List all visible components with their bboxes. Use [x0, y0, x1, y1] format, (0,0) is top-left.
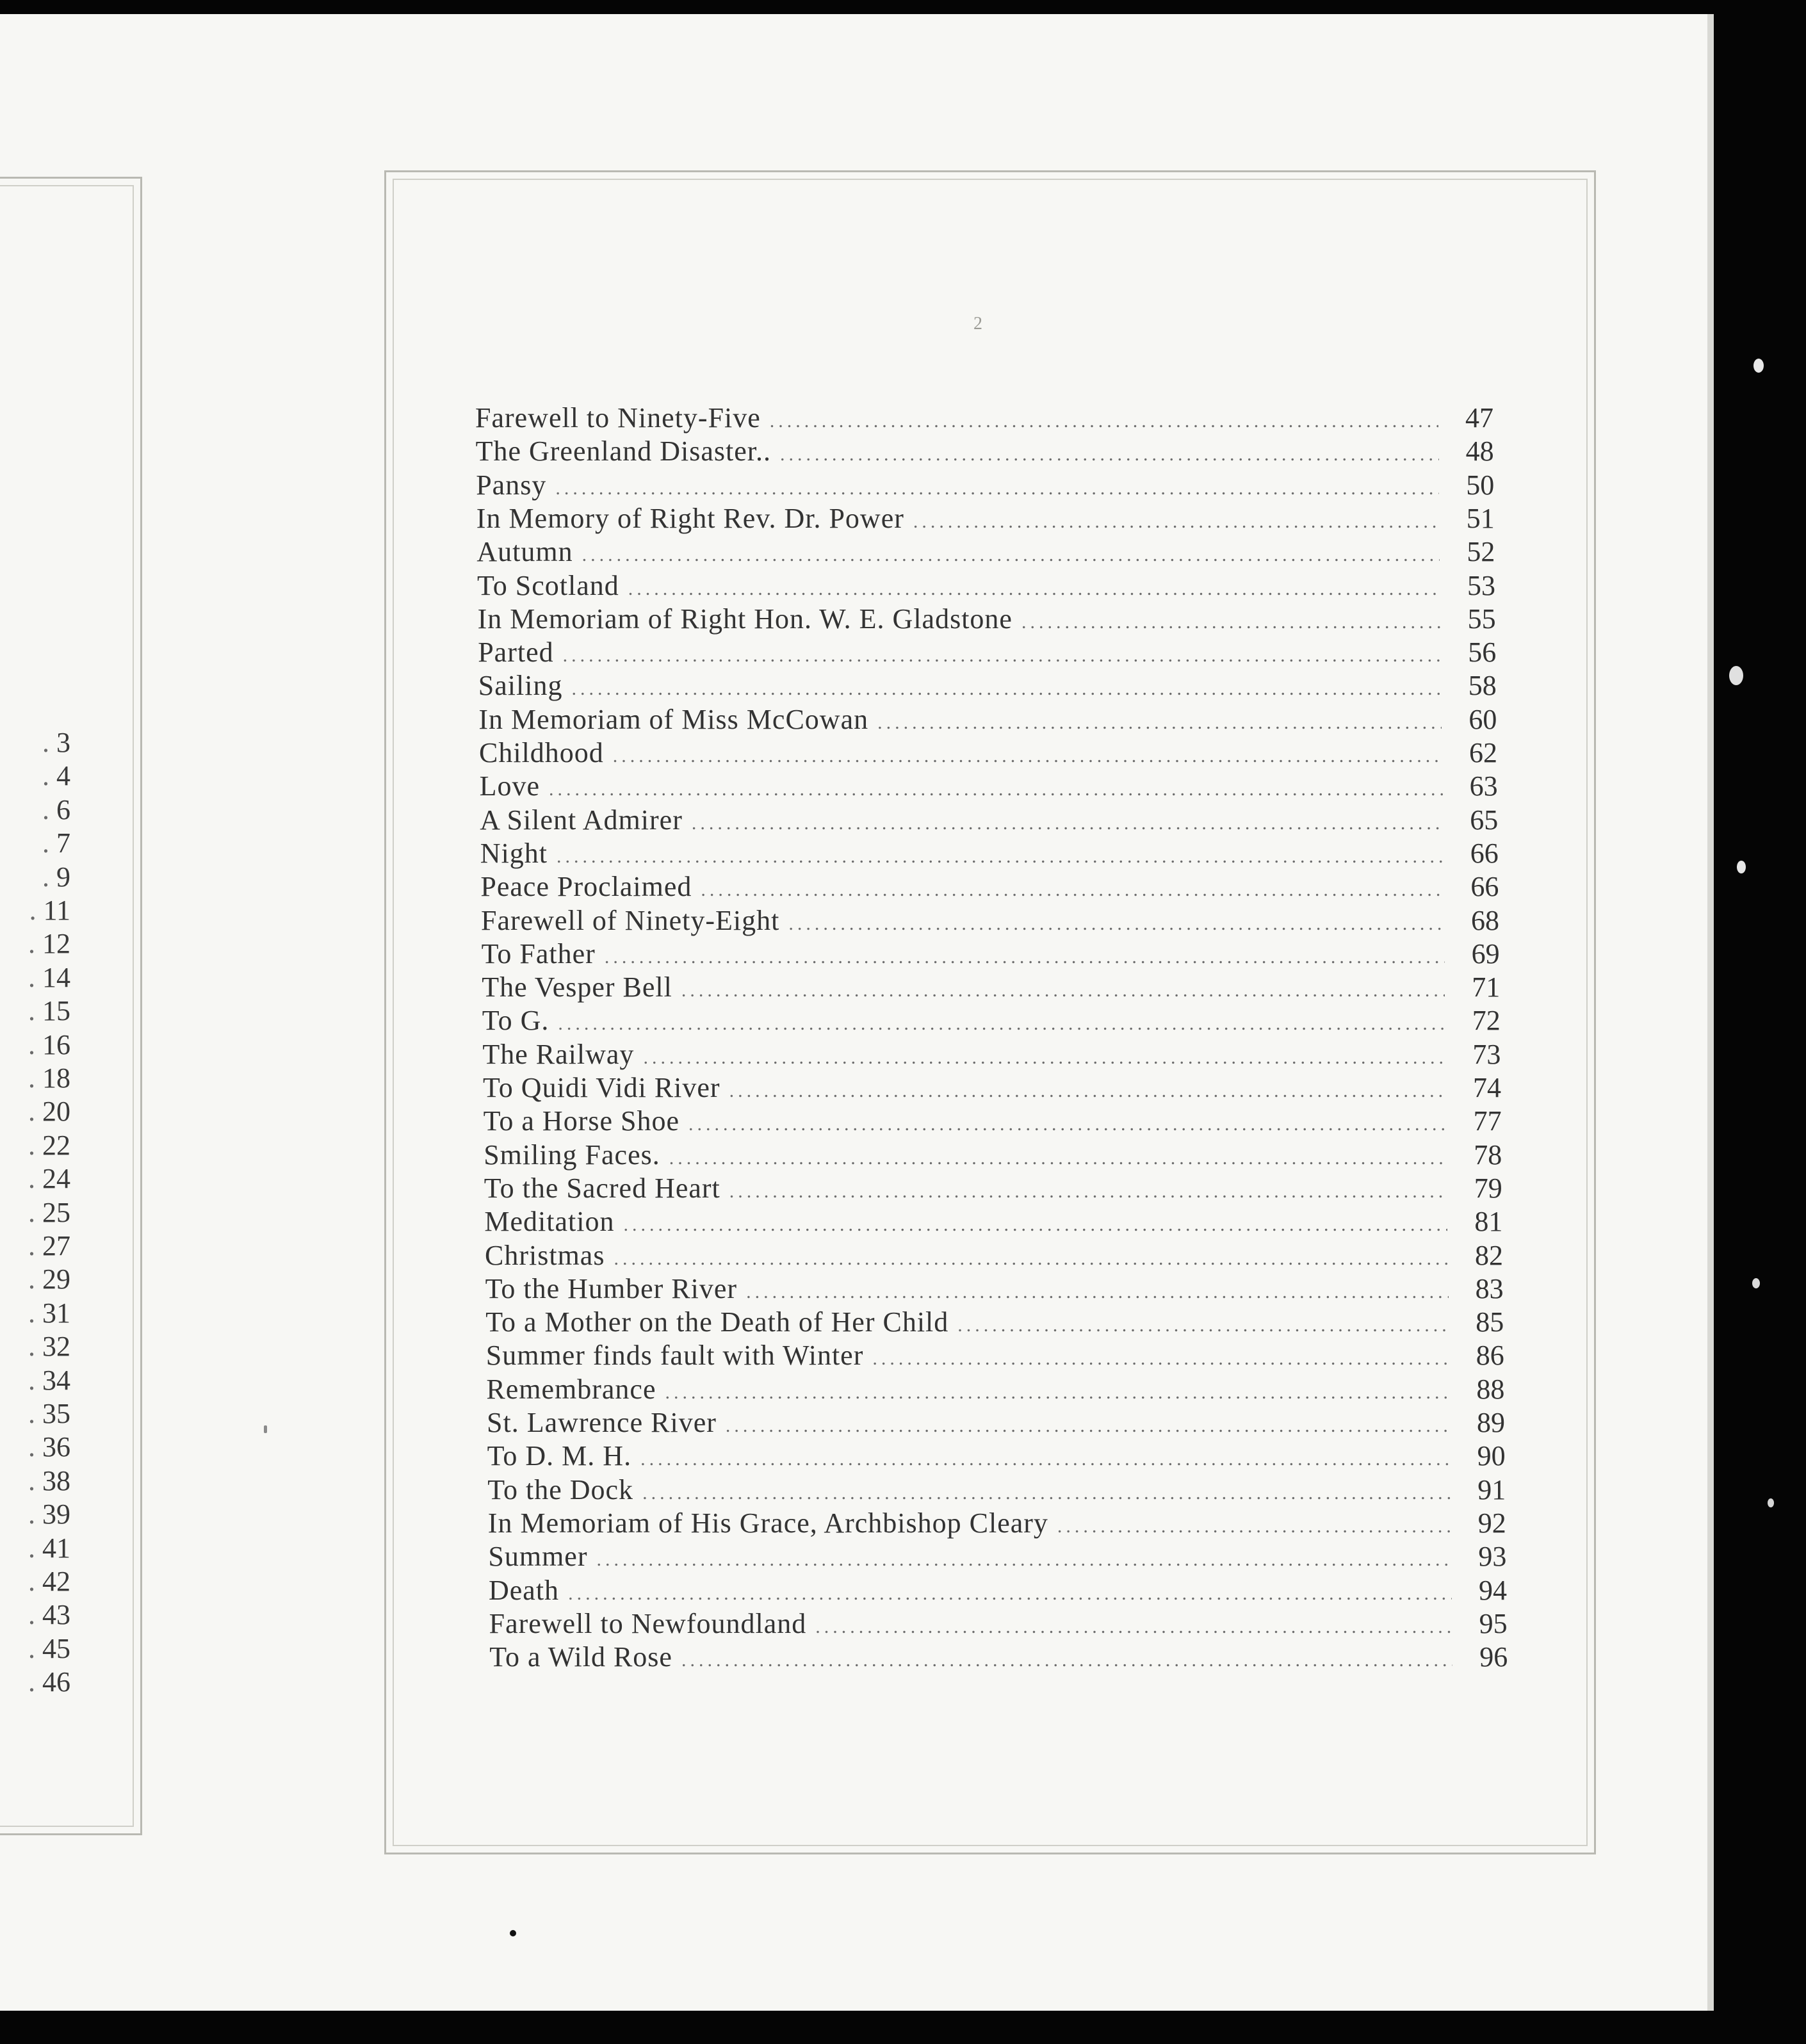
- toc-entry-title: To the Humber River: [485, 1272, 738, 1304]
- toc-entry-title: Remembrance: [486, 1373, 656, 1405]
- dot-leader: [628, 573, 1440, 605]
- toc-entry-title: Christmas: [485, 1239, 605, 1271]
- left-page-number: . 3: [0, 729, 70, 757]
- toc-entry-page: 71: [1472, 971, 1501, 1003]
- left-page-number: . 35: [0, 1400, 70, 1428]
- dot-leader: [872, 1343, 1449, 1375]
- toc-entry: [485, 1240, 1503, 1272]
- dot-leader: [642, 1477, 1451, 1509]
- page-edge: [1707, 14, 1714, 2011]
- dot-leader: [726, 1410, 1450, 1442]
- left-page-number: . 18: [0, 1064, 70, 1092]
- left-page-number: . 4: [0, 762, 70, 790]
- toc-entry-title: Farewell of Ninety-Eight: [481, 904, 780, 936]
- toc-entry-page: 50: [1466, 469, 1495, 501]
- toc-entry-page: 53: [1467, 569, 1495, 601]
- left-page-number: . 32: [0, 1333, 70, 1361]
- toc-entry-page: 95: [1479, 1607, 1508, 1639]
- left-page-number: . 25: [0, 1199, 70, 1227]
- toc-entry-title: In Memoriam of Miss McCowan: [478, 703, 869, 735]
- toc-entry-title: The Railway: [482, 1038, 635, 1070]
- dot-leader: [623, 1209, 1447, 1241]
- left-page-number: . 9: [0, 863, 70, 891]
- dot-leader: [597, 1544, 1452, 1576]
- dot-leader: [815, 1611, 1452, 1643]
- toc-entry-page: 52: [1467, 536, 1495, 568]
- toc-entry-title: Childhood: [479, 737, 604, 768]
- dot-leader: [582, 539, 1440, 571]
- dot-leader: [701, 874, 1444, 906]
- dot-leader: [568, 1578, 1452, 1610]
- left-page-number: . 43: [0, 1601, 70, 1629]
- toc-entry-title: Night: [480, 837, 548, 869]
- toc-entry-page: 72: [1472, 1005, 1501, 1037]
- left-page-number: . 38: [0, 1467, 70, 1495]
- toc-entry-title: In Memoriam of Right Hon. W. E. Gladstone: [477, 603, 1013, 635]
- toc-entry: [476, 536, 1495, 568]
- left-page-number: . 24: [0, 1165, 70, 1193]
- toc-entry: [478, 637, 1496, 669]
- dot-leader: [643, 1042, 1445, 1074]
- toc-entry: [480, 804, 1498, 836]
- dot-leader: [640, 1443, 1451, 1475]
- scan-speck: [1729, 666, 1743, 685]
- toc-entry-title: To Father: [481, 937, 596, 969]
- toc-entry: [483, 1072, 1501, 1104]
- toc-entry: [476, 435, 1494, 467]
- toc-entry: [488, 1541, 1506, 1573]
- toc-entry-page: 92: [1477, 1507, 1506, 1539]
- dot-leader: [613, 740, 1442, 772]
- toc-entry-title: Pansy: [476, 469, 547, 501]
- toc-entry-title: To the Dock: [487, 1473, 634, 1505]
- toc-entry-page: 85: [1476, 1306, 1504, 1338]
- toc-entry: [485, 1306, 1504, 1338]
- toc-entry-title: In Memoriam of His Grace, Archbishop Cleary: [487, 1507, 1048, 1539]
- toc-entry-page: 88: [1476, 1373, 1505, 1405]
- toc-entry-title: A Silent Admirer: [480, 804, 683, 836]
- left-page-number: . 31: [0, 1299, 70, 1327]
- toc-entry: [478, 704, 1497, 736]
- left-page-number: . 14: [0, 964, 70, 992]
- toc-entry-title: Summer finds fault with Winter: [485, 1340, 864, 1372]
- toc-entry-page: 94: [1479, 1574, 1507, 1606]
- toc-entry: [480, 838, 1499, 870]
- toc-entry: [478, 670, 1497, 702]
- dot-leader: [557, 841, 1444, 873]
- toc-entry: [489, 1641, 1508, 1673]
- dot-leader: [788, 908, 1444, 940]
- toc-entry-page: 56: [1468, 637, 1497, 669]
- left-page-number: . 46: [0, 1668, 70, 1696]
- left-page-number: . 16: [0, 1031, 70, 1059]
- toc-entry-page: 93: [1478, 1541, 1507, 1573]
- toc-entry: [482, 971, 1500, 1003]
- toc-entry-title: To Scotland: [477, 569, 619, 601]
- toc-entry-page: 63: [1469, 770, 1498, 802]
- toc-entry-title: Autumn: [476, 536, 573, 568]
- toc-entry: [482, 1039, 1501, 1071]
- toc-entry-title: Summer: [488, 1541, 588, 1573]
- toc-entry-page: 96: [1479, 1641, 1508, 1673]
- toc-entry: [484, 1139, 1502, 1171]
- toc-entry-title: Farewell to Ninety-Five: [475, 402, 761, 434]
- toc-entry-title: The Greenland Disaster..: [475, 435, 771, 467]
- toc-entry: [486, 1340, 1504, 1372]
- toc-entry-page: 79: [1474, 1172, 1502, 1204]
- toc-entry: [479, 737, 1497, 769]
- toc-entry: [487, 1407, 1505, 1439]
- toc-entry-title: To a Horse Shoe: [483, 1105, 680, 1137]
- toc-entry-page: 62: [1469, 737, 1497, 768]
- toc-entry-page: 90: [1477, 1440, 1506, 1472]
- left-page-number: . 34: [0, 1367, 70, 1395]
- toc-entry-title: Smiling Faces.: [484, 1139, 660, 1171]
- toc-entry-page: 91: [1477, 1473, 1506, 1505]
- left-page-number: . 6: [0, 796, 70, 824]
- left-page-number: . 7: [0, 829, 70, 857]
- toc-entry-title: To D. M. H.: [487, 1440, 632, 1472]
- dot-leader: [681, 1644, 1452, 1676]
- toc-entry-page: 78: [1474, 1139, 1502, 1171]
- toc-entry-title: St. Lawrence River: [487, 1407, 717, 1438]
- toc-entry-title: To the Sacred Heart: [484, 1172, 720, 1204]
- toc-entry-title: To G.: [482, 1005, 549, 1037]
- page-folio: 2: [973, 314, 982, 334]
- toc-entry: [478, 603, 1496, 635]
- toc-entry-title: Sailing: [478, 670, 563, 702]
- dot-leader: [957, 1310, 1449, 1342]
- toc-entry: [487, 1440, 1506, 1472]
- toc-entry: [484, 1105, 1502, 1137]
- toc-entry-title: Death: [489, 1574, 560, 1606]
- left-page-number: . 41: [0, 1534, 70, 1562]
- toc-entry-page: 58: [1468, 670, 1497, 702]
- toc-entry: [489, 1608, 1508, 1640]
- toc-entry-page: 82: [1475, 1239, 1503, 1271]
- dot-leader: [877, 707, 1442, 739]
- scan-speck: [1752, 1278, 1760, 1288]
- dot-leader: [665, 1377, 1450, 1409]
- dot-leader: [571, 673, 1441, 705]
- toc-entry-title: To a Wild Rose: [489, 1641, 672, 1673]
- toc-entry-title: Parted: [478, 637, 554, 669]
- dot-leader: [681, 975, 1445, 1007]
- toc-entry-page: 81: [1474, 1206, 1503, 1238]
- toc-entry-page: 60: [1468, 703, 1497, 735]
- toc-entry-page: 74: [1473, 1072, 1501, 1103]
- toc-entry-title: Love: [479, 770, 540, 802]
- toc-entry: [482, 1005, 1501, 1037]
- left-page-number: . 11: [0, 896, 70, 925]
- left-page-number: . 42: [0, 1568, 70, 1596]
- toc-entry-title: The Vesper Bell: [482, 971, 672, 1003]
- left-page-number: . 36: [0, 1433, 70, 1461]
- dot-leader: [1021, 606, 1441, 638]
- toc-entry-page: 86: [1476, 1340, 1504, 1372]
- toc-entry-page: 47: [1465, 402, 1493, 434]
- toc-entry: [480, 770, 1498, 802]
- dot-leader: [688, 1108, 1447, 1140]
- scan-speck: [264, 1425, 267, 1433]
- dot-leader: [770, 405, 1438, 437]
- scan-speck: [1768, 1498, 1774, 1507]
- toc-entry-page: 66: [1470, 837, 1499, 869]
- dot-leader: [558, 1008, 1445, 1040]
- toc-entry-title: Farewell to Newfoundland: [489, 1607, 807, 1639]
- toc-entry: [477, 570, 1495, 602]
- toc-entry-title: To a Mother on the Death of Her Child: [485, 1306, 949, 1338]
- toc-entry-title: In Memory of Right Rev. Dr. Power: [476, 502, 904, 534]
- dot-leader: [614, 1243, 1448, 1275]
- left-page-number: . 29: [0, 1265, 70, 1294]
- scan-speck: [1737, 861, 1746, 873]
- toc-entry: [487, 1474, 1506, 1506]
- toc-entry-page: 48: [1465, 435, 1494, 467]
- toc-entry: [480, 871, 1499, 903]
- toc-entry-page: 51: [1466, 502, 1495, 534]
- dot-leader: [746, 1276, 1449, 1308]
- toc-entry-page: 55: [1467, 603, 1496, 635]
- toc-entry: [489, 1575, 1507, 1607]
- toc-entry: [476, 469, 1494, 501]
- toc-entry-title: To Quidi Vidi River: [483, 1072, 720, 1103]
- toc-entry: [484, 1206, 1502, 1238]
- scan-speck: [510, 1930, 516, 1936]
- toc-entry: [485, 1273, 1504, 1305]
- toc-entry-page: 68: [1471, 904, 1499, 936]
- toc-entry-page: 73: [1472, 1038, 1501, 1070]
- left-page-number: . 45: [0, 1635, 70, 1663]
- left-page-number: . 22: [0, 1132, 70, 1160]
- toc-entry: [475, 402, 1493, 434]
- left-page-number: . 15: [0, 997, 70, 1025]
- toc-entry: [488, 1507, 1506, 1539]
- toc-entry: [484, 1172, 1502, 1204]
- dot-leader: [729, 1075, 1446, 1107]
- dot-leader: [729, 1176, 1447, 1208]
- scan-speck: [1753, 359, 1764, 373]
- toc-entry-title: Meditation: [484, 1206, 615, 1238]
- dot-leader: [913, 506, 1440, 538]
- dot-leader: [555, 473, 1439, 505]
- left-page-number: . 12: [0, 930, 70, 958]
- left-page-number: . 39: [0, 1500, 70, 1529]
- dot-leader: [549, 774, 1443, 806]
- toc-entry-page: 65: [1470, 804, 1499, 836]
- toc-entry-title: Peace Proclaimed: [480, 871, 692, 903]
- dot-leader: [692, 807, 1443, 840]
- toc-entry: [481, 905, 1499, 937]
- toc-entry: [486, 1374, 1504, 1406]
- toc-entry-page: 83: [1475, 1272, 1504, 1304]
- dot-leader: [669, 1142, 1447, 1174]
- toc-entry-page: 66: [1470, 871, 1499, 903]
- left-page-number: . 20: [0, 1098, 70, 1126]
- dot-leader: [605, 941, 1445, 973]
- toc-entry-page: 89: [1477, 1407, 1505, 1438]
- toc-entry: [476, 503, 1495, 535]
- toc-entry: [482, 938, 1500, 970]
- dot-leader: [780, 439, 1439, 471]
- left-page-number: . 27: [0, 1232, 70, 1260]
- toc-entry-page: 77: [1473, 1105, 1502, 1137]
- dot-leader: [563, 640, 1442, 672]
- dot-leader: [1057, 1511, 1451, 1543]
- toc-entry-page: 69: [1471, 937, 1500, 969]
